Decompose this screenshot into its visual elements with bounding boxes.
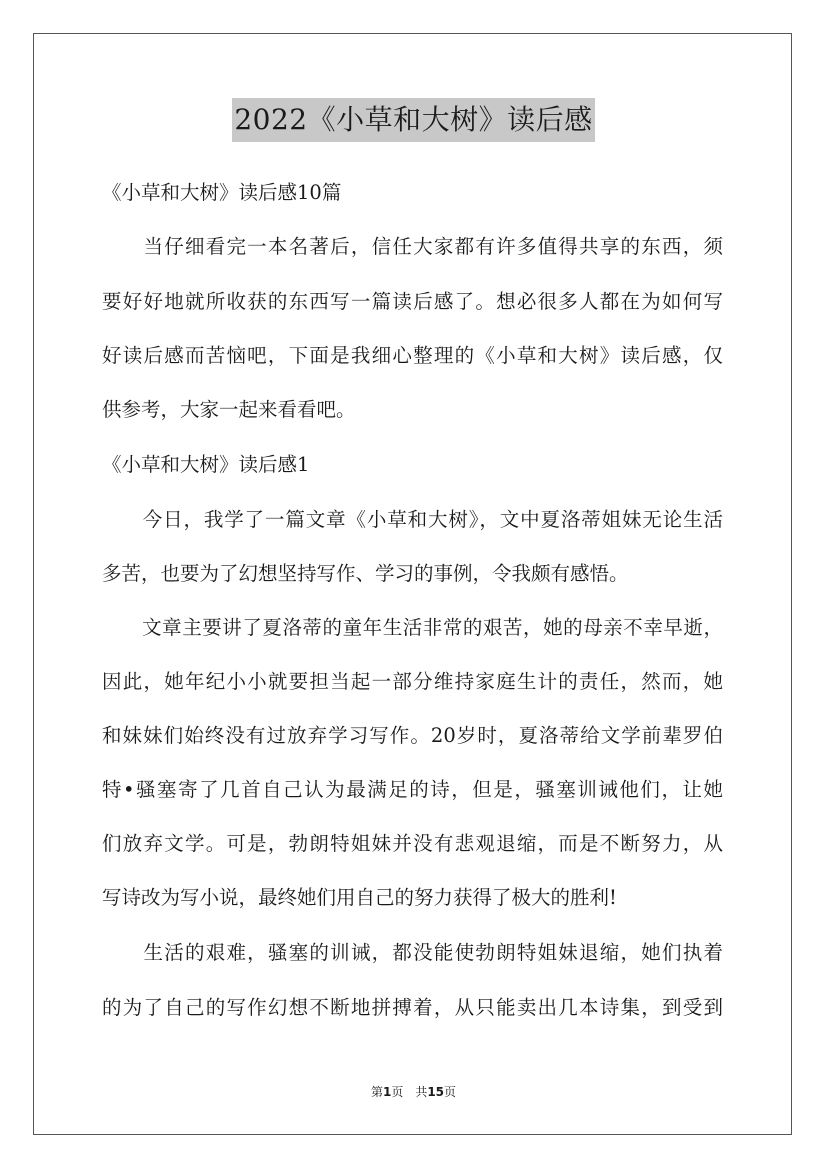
text-line-14: 的为了自己的写作幻想不断地拼搏着，从只能卖出几本诗集，到受到 (102, 996, 723, 1019)
text-line-5: 今日，我学了一篇文章《小草和大树》，文中夏洛蒂姐妹无论生活 (102, 508, 723, 531)
text-line-12: 写诗改为写小说，最终她们用自己的努力获得了极大的胜利! (102, 886, 617, 909)
text-line-3: 好读后感而苦恼吧，下面是我细心整理的《小草和大树》读后感，仅 (102, 344, 723, 367)
section-heading-1: 《小草和大树》读后感1 (102, 453, 310, 476)
text-line-7: 文章主要讲了夏洛蒂的童年生活非常的艰苦，她的母亲不幸早逝， (102, 616, 723, 639)
text-line-13: 生活的艰难，骚塞的训诫，都没能使勃朗特姐妹退缩，她们执着 (102, 941, 723, 964)
text-line-4: 供参考，大家一起来看看吧。 (102, 398, 356, 421)
text-line-8: 因此，她年纪小小就要担当起一部分维持家庭生计的责任，然而，她 (102, 670, 723, 693)
footer-page-number: 1 (382, 1085, 392, 1099)
document-title: 2022《小草和大树》读后感 (232, 98, 594, 142)
text-line-6: 多苦，也要为了幻想坚持写作、学习的事例，令我颇有感悟。 (102, 562, 629, 585)
title-container (0, 98, 827, 142)
footer-page-suffix: 页 (444, 1085, 457, 1099)
footer-page-total: 15 (427, 1085, 445, 1099)
text-line-2: 要好好地就所收获的东西写一篇读后感了。想必很多人都在为如何写 (102, 290, 723, 313)
subtitle-line: 《小草和大树》读后感10篇 (102, 181, 342, 204)
page-footer (0, 1083, 827, 1100)
footer-page-mid: 页 共 (391, 1085, 428, 1099)
text-line-10: 特•骚塞寄了几首自己认为最满足的诗，但是，骚塞训诫他们，让她 (102, 778, 723, 801)
footer-page-prefix: 第 (370, 1085, 383, 1099)
text-line-11: 们放弃文学。可是，勃朗特姐妹并没有悲观退缩，而是不断努力，从 (102, 832, 723, 855)
text-line-9: 和妹妹们始终没有过放弃学习写作。20岁时，夏洛蒂给文学前辈罗伯 (102, 724, 723, 747)
text-line-1: 当仔细看完一本名著后，信任大家都有许多值得共享的东西，须 (102, 235, 723, 258)
